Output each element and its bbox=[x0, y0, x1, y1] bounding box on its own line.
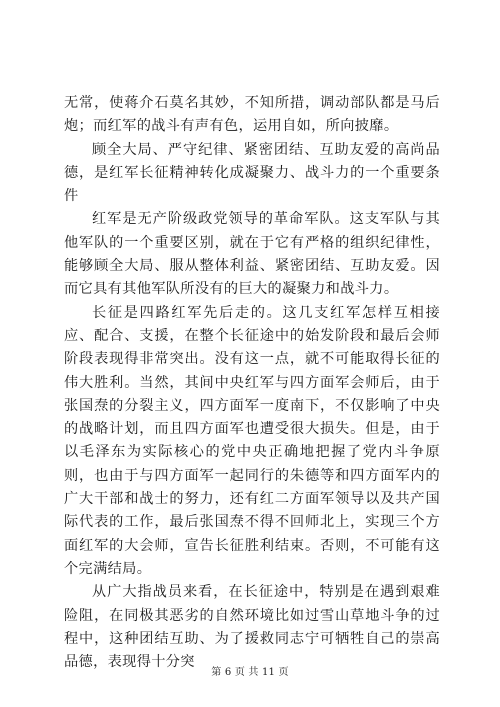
document-body bbox=[64, 92, 440, 674]
paragraph-3: 红军是无产阶级政党领导的革命军队。这支军队与其他军队的一个重要区别，就在于它有严格的组织纪律性，能够顾全大局、服从整体利益、紧密团结、互助友爱。因而它具有其他军队所没有的巨大的凝聚力和战斗力。 bbox=[64, 211, 440, 298]
paragraph-4: 长征是四路红军先后走的。这几支红军怎样互相接应、配合、支援，在整个长征途中的始发阶段和最后会师阶段表现得非常突出。没有这一点，就不可能取得长征的伟大胜利。当然，其间中央红军与四方面军会师后，由于张国焘的分裂主义，四方面军一度南下，不仅影响了中央的战略计划，而且四方面军也遭受很大损失。但是，由于以毛泽东为实际核心的党中央正确地把握了党内斗争原则，也由于与四方面军一起同行的朱德等和四方面军内的广大干部和战士的努力，还有红二方面军领导以及共产国际代表的工作，最后张国焘不得不回师北上，实现三个方面红军的大会师，宣告长征胜利结束。否则，不可能有这个完满结局。 bbox=[64, 304, 440, 577]
paragraph-2: 顾全大局、严守纪律、紧密团结、互助友爱的高尚品德，是红军长征精神转化成凝聚力、战斗力的一个重要条件 bbox=[64, 141, 440, 205]
page-footer: 第 6 页 共 11 页 bbox=[211, 667, 289, 678]
paragraph-1: 无常，使蒋介石莫名其妙，不知所措，调动部队都是马后炮；而红军的战斗有声有色，运用自如，所向披靡。 bbox=[64, 95, 440, 135]
paragraph-5: 从广大指战员来看，在长征途中，特别是在遇到艰难险阻，在同极其恶劣的自然环境比如过雪山草地斗争的过程中，这种团结互助、为了援救同志宁可牺牲自己的崇高品德，表现得十分突 bbox=[64, 584, 440, 671]
